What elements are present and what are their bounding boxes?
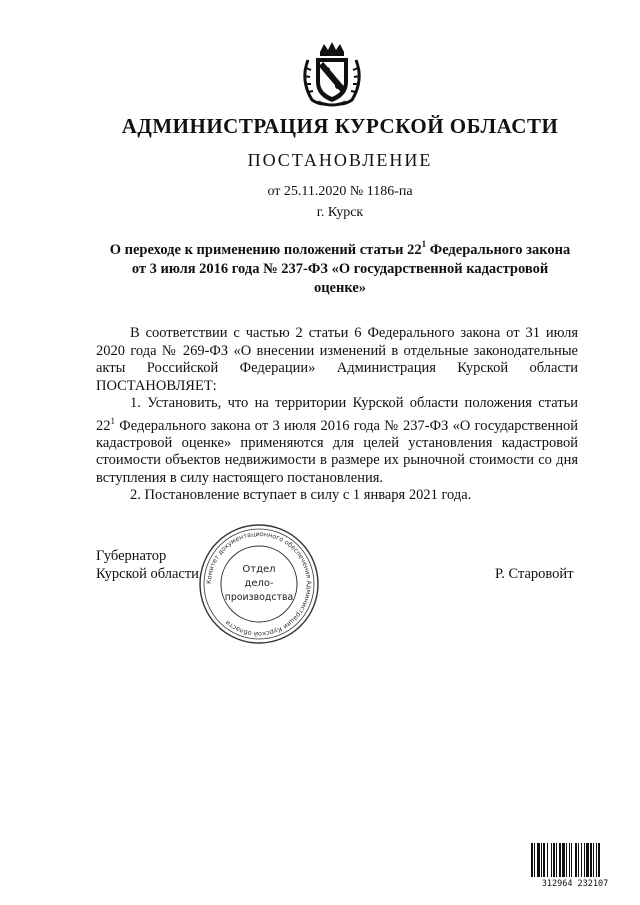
barcode-bar <box>598 843 600 877</box>
barcode-bar <box>541 843 542 877</box>
document-body <box>96 325 578 505</box>
signatory-name: Р. Старовойт <box>495 566 574 582</box>
barcode <box>530 842 620 888</box>
stamp-ring-text: Комитет документационного обеспечения Администрации Курской области <box>204 529 314 639</box>
paragraph-item-1: 1. Установить, что на территории Курской области положения статьи $22^1$ Федерального закона от 3 июля 2016 года № 237-ФЗ «О государственной кадастровой оценке» применяются для целей установления кадастровой стоимости объектов недвижимости в размере их рыночной стоимости со дня вступления в силу настоящего постановления. <box>96 395 578 486</box>
barcode-bar <box>559 843 561 877</box>
barcode-bar <box>571 843 572 877</box>
barcode-bar <box>562 843 565 877</box>
barcode-bar <box>575 843 577 877</box>
document-type: ПОСТАНОВЛЕНИЕ <box>247 150 433 170</box>
barcode-bar <box>534 843 535 877</box>
stamp-center-line-1: Отдел <box>242 564 276 575</box>
barcode-bar <box>551 843 552 877</box>
round-stamp <box>197 522 321 646</box>
barcode-bar <box>578 843 579 877</box>
barcode-bar <box>569 843 570 877</box>
barcode-bar <box>537 843 540 877</box>
barcode-bar <box>590 843 592 877</box>
barcode-bar <box>547 843 548 877</box>
barcode-bar <box>566 843 567 877</box>
barcode-bar <box>586 843 589 877</box>
organization-title: АДМИНИСТРАЦИЯ КУРСКОЙ ОБЛАСТИ <box>121 114 559 138</box>
barcode-bars <box>531 843 600 877</box>
document-date-number: от 25.11.2020 № 1186-па <box>267 184 413 199</box>
paragraph-preamble: В соответствии с частью 2 статьи 6 Федерального закона от 31 июля 2020 года № 269-ФЗ «О внесении изменений в отдельные законодательные акты Российской Федерации» Администрация Курской области ПОСТАНОВЛЯЕТ: <box>96 325 578 394</box>
document-title <box>70 236 610 298</box>
title-line-3: оценке» <box>313 279 367 296</box>
document-city: г. Курск <box>316 205 364 220</box>
stamp-center-line-2: дело- <box>244 578 274 589</box>
coat-of-arms-icon <box>298 42 366 108</box>
title-line-1: О переходе к применению положений статьи $22^1$ Федерального закона <box>109 239 571 258</box>
barcode-bar <box>543 843 545 877</box>
barcode-bar <box>584 843 585 877</box>
title-line-2: от 3 июля 2016 года № 237-ФЗ «О государственной кадастровой <box>131 260 549 277</box>
barcode-bar <box>581 843 582 877</box>
stamp-center-line-3: производства <box>224 592 294 603</box>
barcode-bar <box>596 843 597 877</box>
signatory-title: Губернатор Курской области <box>96 548 199 582</box>
paragraph-item-2: 2. Постановление вступает в силу с 1 января 2021 года. <box>130 487 472 504</box>
barcode-bar <box>556 843 557 877</box>
barcode-number: 312964 232107 <box>541 879 609 888</box>
barcode-bar <box>531 843 533 877</box>
barcode-bar <box>553 843 555 877</box>
barcode-bar <box>593 843 594 877</box>
